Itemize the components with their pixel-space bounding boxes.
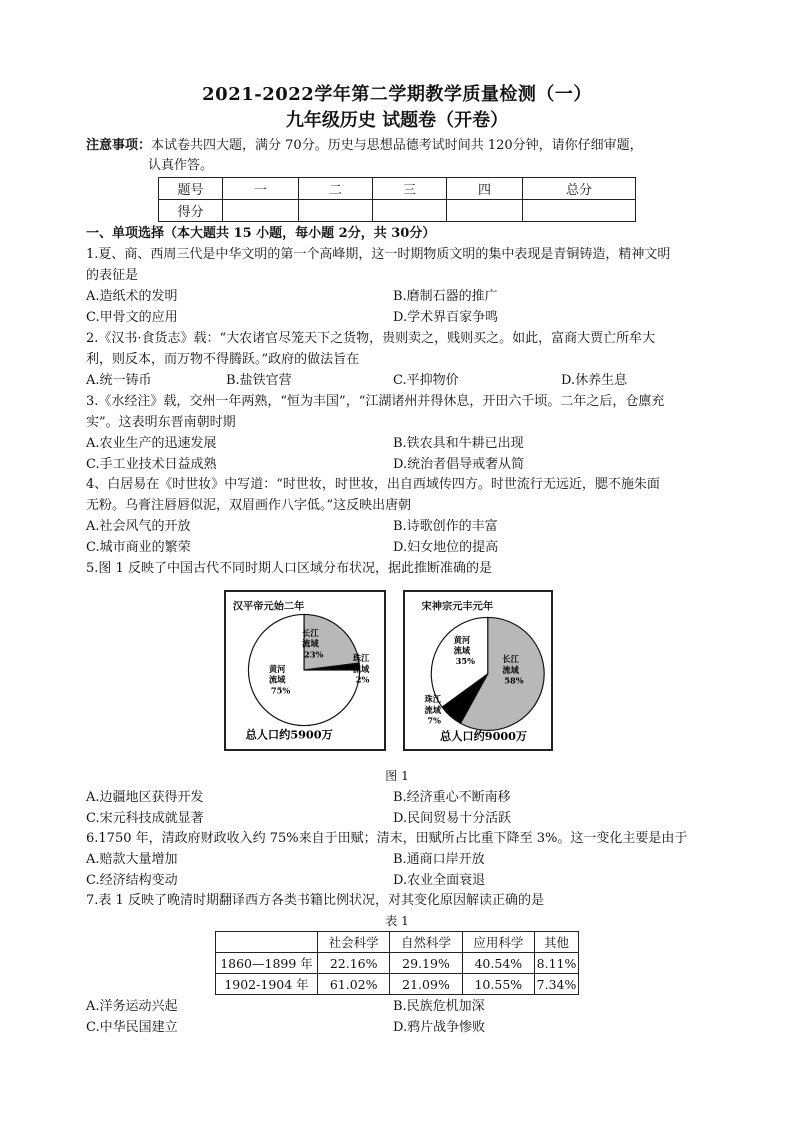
table-header-cell: 应用科学 (462, 932, 534, 953)
slice-label-yangtze: 流域 (302, 638, 319, 649)
option-d[interactable]: D.休养生息 (561, 373, 628, 388)
option-c[interactable]: C.手工业技术日益成熟 (86, 457, 217, 472)
question-stem: 利，则反本，而万物不得腾跃。”政府的做法旨在 (86, 352, 360, 367)
question-stem: 6.1750 年，清政府财政收入约 75%来自于田赋；清末，田赋所占比重下降至 3%。这一变化主要是由于 (86, 831, 688, 846)
question-stem: 5.图 1 反映了中国古代不同时期人口区域分布状况，据此推断准确的是 (86, 561, 492, 576)
score-input-cell[interactable] (299, 200, 373, 222)
question-stem: 2.《汉书·食货志》载：“大农诸官尽笼天下之货物，贵则卖之，贱则买之。如此，富商大贾亡所牟大 (86, 331, 656, 346)
section-heading: 一、单项选择（本大题共 15 小题，每小题 2分，共 30分） (86, 226, 436, 241)
slice-label-yangtze-pct: 23% (304, 649, 324, 660)
table-cell: 61.02% (318, 974, 390, 995)
option-d[interactable]: D.统治者倡导戒奢从简 (393, 457, 525, 472)
table-header-cell: 其他 (535, 932, 579, 953)
chart-total: 总人口约5900万 (245, 727, 333, 742)
score-cell: 四 (447, 178, 523, 200)
slice-label-yellow: 流域 (268, 674, 286, 685)
question-stem: 的表征是 (86, 268, 139, 283)
question-stem: 7.表 1 反映了晚清时期翻译西方各类书籍比例状况，对其变化原因解读正确的是 (86, 893, 544, 908)
table-cell: 7.34% (535, 974, 579, 995)
option-a[interactable]: A.洋务运动兴起 (86, 999, 178, 1014)
score-table-header-row (159, 178, 636, 200)
chart-total: 总人口约9000万 (440, 729, 528, 744)
option-b[interactable]: B.诗歌创作的丰富 (393, 519, 498, 534)
option-d[interactable]: D.妇女地位的提高 (393, 540, 499, 555)
exam-notice (86, 136, 716, 176)
option-b[interactable]: B.铁农具和牛耕已出现 (393, 436, 524, 451)
option-d[interactable]: D.鸦片战争惨败 (393, 1020, 486, 1035)
table-row (216, 974, 579, 995)
slice-label-pearl: 流域 (352, 663, 370, 674)
pie-chart-song-svg (405, 592, 551, 749)
table-header-cell (216, 932, 318, 953)
option-c[interactable]: C.城市商业的繁荣 (86, 540, 191, 555)
score-input-cell[interactable] (373, 200, 447, 222)
table-cell: 21.09% (390, 974, 462, 995)
option-b[interactable]: B.经济重心不断南移 (393, 790, 511, 805)
score-cell: 题号 (159, 178, 223, 200)
pie-chart-han (224, 590, 386, 751)
slice-label-yellow-pct: 75% (270, 685, 291, 696)
table-cell: 8.11% (535, 953, 579, 974)
option-c[interactable]: C.甲骨文的应用 (86, 310, 178, 325)
score-cell: 二 (299, 178, 373, 200)
option-c[interactable]: C.宋元科技成就显著 (86, 811, 204, 826)
option-a[interactable]: A.农业生产的迅速发展 (86, 436, 217, 451)
notice-label: 注意事项： (86, 138, 152, 153)
slice-label-pearl: 珠江 (352, 653, 370, 664)
slice-label-yangtze-pct: 58% (504, 675, 524, 686)
slice-label-pearl-pct: 2% (355, 674, 370, 685)
table-cell: 40.54% (462, 953, 534, 974)
table-cell: 1860—1899 年 (216, 953, 318, 974)
option-b[interactable]: B.盐铁官营 (226, 373, 292, 388)
pie-chart-han-svg (226, 592, 384, 749)
option-d[interactable]: D.农业全面衰退 (393, 873, 486, 888)
slice-label-yangtze: 长江 (302, 627, 319, 638)
option-b[interactable]: B.通商口岸开放 (393, 852, 485, 867)
slice-label-pearl: 流域 (424, 704, 442, 715)
question-stem: 1.夏、商、西周三代是中华文明的第一个高峰期，这一时期物质文明的集中表现是青铜铸造，精神文明 (86, 247, 671, 262)
score-cell: 一 (223, 178, 299, 200)
question-stem: 实”。这表明东晋南朝时期 (86, 415, 236, 430)
table-cell: 22.16% (318, 953, 390, 974)
score-table-score-row (159, 200, 636, 222)
option-a[interactable]: A.社会风气的开放 (86, 519, 191, 534)
table-cell: 1902-1904 年 (216, 974, 318, 995)
score-table (158, 177, 636, 222)
slice-label-pearl: 珠江 (424, 694, 442, 705)
question-stem: 4、白居易在《时世妆》中写道：“时世妆，时世妆，出自西域传四方。时世流行无远近，腮不施朱面 (86, 477, 660, 492)
option-a[interactable]: A.统一铸币 (86, 373, 152, 388)
exam-title: 2021-2022学年第二学期教学质量检测（一） (202, 84, 592, 105)
option-b[interactable]: B.民族危机加深 (393, 999, 485, 1014)
score-input-cell[interactable] (223, 200, 299, 222)
slice-label-yellow: 流域 (453, 645, 471, 656)
question-stem: 3.《水经注》载，交州一年两熟，“恒为丰国”，“江湖诸州并得休息，开田六千顷。二年之后，仓廪充 (86, 394, 665, 409)
chart-title: 汉平帝元始二年 (232, 600, 305, 613)
table-header-cell: 自然科学 (390, 932, 462, 953)
chart-title: 宋神宗元丰元年 (421, 600, 494, 613)
pie-slices-song (431, 617, 544, 730)
pie-chart-song (403, 590, 553, 751)
option-c[interactable]: C.平抑物价 (393, 373, 459, 388)
option-a[interactable]: A.边疆地区获得开发 (86, 790, 204, 805)
score-row-label: 得分 (159, 200, 223, 222)
option-a[interactable]: A.造纸术的发明 (86, 289, 178, 304)
slice-label-pearl-pct: 7% (427, 715, 441, 726)
table-header-cell: 社会科学 (318, 932, 390, 953)
notice-text-2: 认真作答。 (148, 158, 214, 173)
table-caption: 表 1 (385, 914, 409, 928)
table-header-row (216, 932, 579, 953)
slice-label-yellow: 黄河 (453, 634, 471, 645)
score-cell: 三 (373, 178, 447, 200)
option-c[interactable]: C.中华民国建立 (86, 1020, 178, 1035)
slice-label-yangtze: 长江 (502, 654, 519, 665)
slice-label-yellow: 黄河 (268, 663, 286, 674)
question-stem: 无粉。乌膏注唇唇似泥，双眉画作八字低。”这反映出唐朝 (86, 498, 412, 513)
option-d[interactable]: D.学术界百家争鸣 (393, 310, 499, 325)
table-cell: 10.55% (462, 974, 534, 995)
option-c[interactable]: C.经济结构变动 (86, 873, 178, 888)
translation-table (215, 931, 579, 995)
score-input-cell[interactable] (447, 200, 523, 222)
table-row (216, 953, 579, 974)
option-b[interactable]: B.磨制石器的推广 (393, 289, 498, 304)
table-cell: 29.19% (390, 953, 462, 974)
option-a[interactable]: A.赔款大量增加 (86, 852, 178, 867)
score-cell: 总分 (523, 178, 636, 200)
notice-text: 本试卷共四大题，满分 70分。历史与思想品德考试时间共 120分钟，请你仔细审题， (151, 138, 643, 153)
figure-caption: 图 1 (385, 769, 409, 783)
option-d[interactable]: D.民间贸易十分活跃 (393, 811, 512, 826)
exam-subtitle: 九年级历史 试题卷（开卷） (285, 110, 509, 131)
score-input-cell[interactable] (523, 200, 636, 222)
slice-label-yangtze: 流域 (502, 664, 519, 675)
slice-label-yellow-pct: 35% (455, 656, 475, 667)
